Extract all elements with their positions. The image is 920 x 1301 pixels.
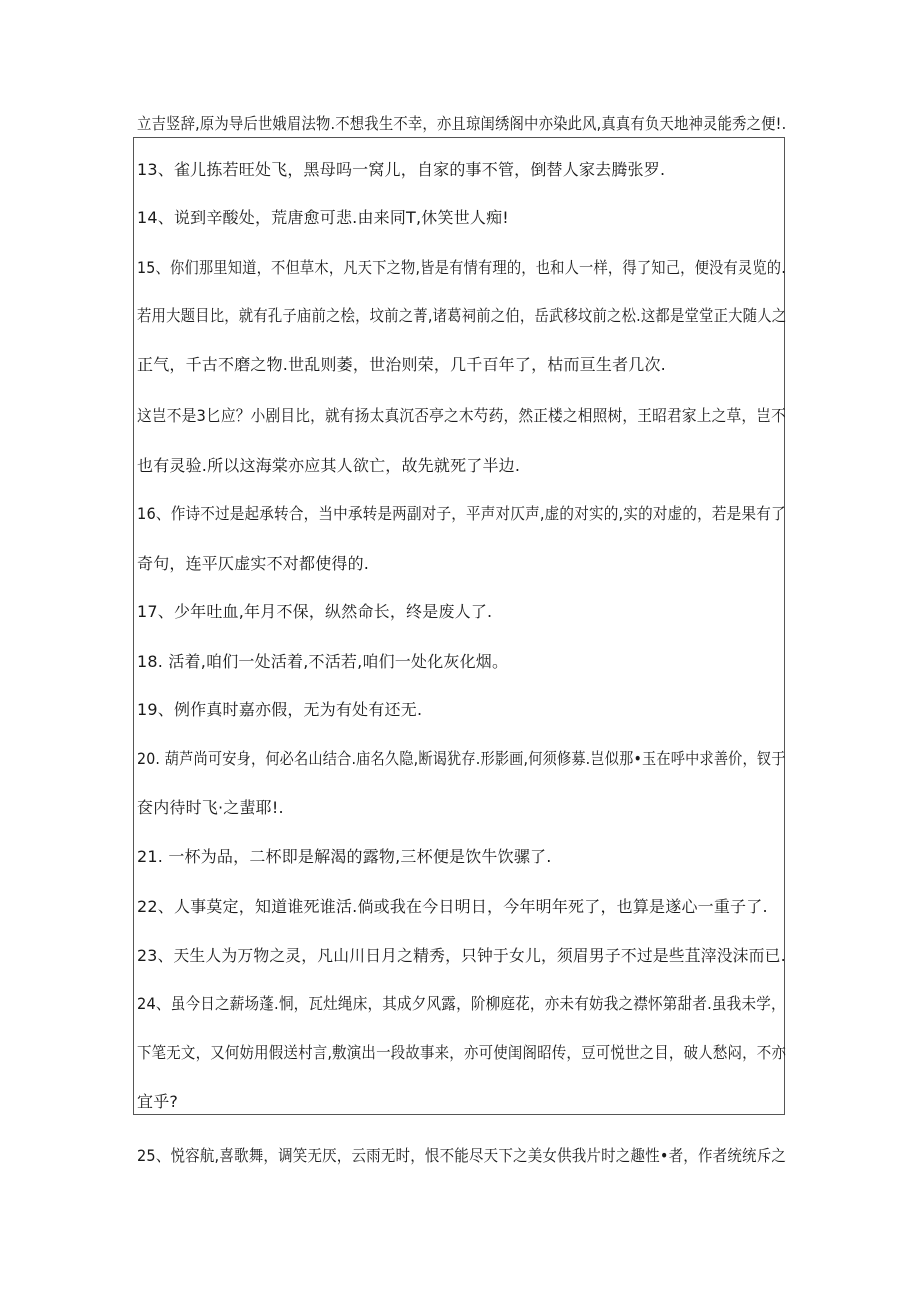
quote-15-line-2: 若用大题目比，就有孔子庙前之桧，坟前之菁,诸葛祠前之伯，岳武移坟前之松.这都是堂堂正大随人之 (137, 306, 787, 325)
quote-15-line-3: 正气，千古不磨之物.世乱则萎，世治则荣，几千百年了，枯而亘生者几次. (137, 355, 666, 374)
quote-20-line-2: 奁内待时飞·之蜚耶!. (137, 798, 284, 817)
quote-13: 13、雀儿拣若旺处飞，黑母吗一窝儿，自家的事不管，倒替人家去腾张罗. (137, 160, 666, 179)
quote-24-line-2: 下笔无文，又何妨用假送村言,敷演出一段故事来，亦可使闺阁昭传，豆可悦世之目，破人愁闷，不亦 (137, 1043, 787, 1062)
text-line-intro: 立吉竖辞,原为导后世娥眉法物.不想我生不幸，亦且琼闺绣阁中亦染此风,真真有负天地神灵能秀之便!. (137, 114, 787, 133)
quote-15-line-5: 也有灵验.所以这海棠亦应其人欲亡，故先就死了半边. (137, 456, 521, 475)
quote-24-line-3: 宜乎? (137, 1092, 179, 1111)
quote-17: 17、少年吐血,年月不保，纵然命长，终是废人了. (137, 602, 493, 621)
quote-table-border (133, 137, 785, 1115)
quote-20-line-1: 20. 葫芦尚可安身，何必名山结合.庙名久隐,断谒犹存.形影画,何须修募.岂似那•玉在呼中求善价，钗于 (137, 749, 786, 768)
quote-25: 25、悦容航,喜歌舞，调笑无厌，云雨无时，恨不能尽天下之美女供我片时之趣性•者，作者统统斥之 (137, 1146, 787, 1165)
quote-14: 14、说到辛酸处，荒唐愈可悲.由来同T,休笑世人痴! (137, 208, 509, 227)
quote-22: 22、人事莫定，知道谁死谁活.倘或我在今日明日，今年明年死了，也算是遂心一重子了. (137, 897, 768, 916)
quote-16-line-2: 奇句，连平仄虚实不对都使得的. (137, 554, 370, 573)
quote-15-line-1: 15、你们那里知道，不但草木，凡天下之物,皆是有情有理的，也和人一样，得了知己，便没有灵览的. (137, 258, 786, 277)
quote-21: 21. 一杯为品，二杯即是解渴的露物,三杯便是饮牛饮骡了. (137, 847, 552, 866)
quote-16-line-1: 16、作诗不过是起承转合，当中承转是两副对子，平声对仄声,虚的对实的,实的对虚的，若是果有了 (137, 504, 786, 523)
quote-23: 23、天生人为万物之灵，凡山川日月之精秀，只钟于女儿，须眉男子不过是些苴滓没沫而已. (137, 946, 786, 965)
quote-15-line-4: 这岂不是3匕应？小剧目比，就有扬太真沉否亭之木芍药，然正楼之相照树，王昭君家上之草，岂不 (137, 406, 787, 425)
quote-24-line-1: 24、虽今日之薪场蓬.恫，瓦灶绳床，其成夕风露，阶柳庭花，亦未有妨我之襟怀第甜者.虽我未学， (137, 994, 786, 1013)
quote-19: 19、例作真时嘉亦假，无为有处有还无. (137, 700, 423, 719)
quote-18: 18. 活着,咱们一处活着,不活若,咱们一处化灰化烟。 (137, 652, 509, 671)
